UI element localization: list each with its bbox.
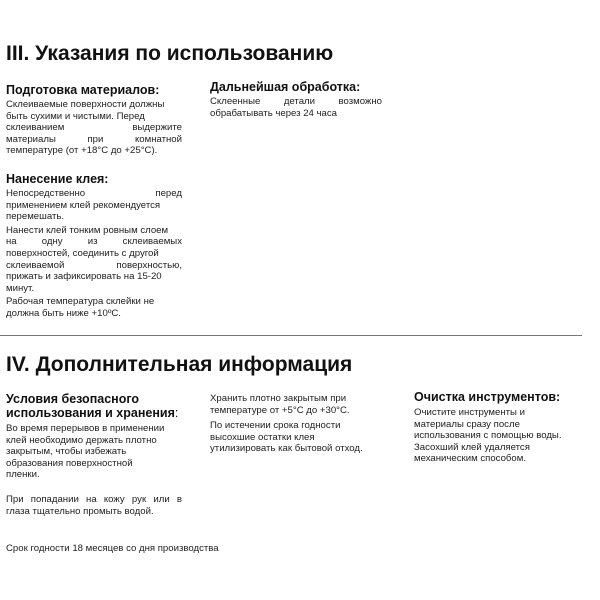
apply-heading: Нанесение клея: (6, 172, 109, 186)
text-line: на одну из склеиваемых (6, 236, 182, 248)
text-line: температуре (от +18°С до +25°С). (6, 145, 158, 157)
text-line: Во время перерывов в применении (6, 423, 165, 434)
prep-block (6, 83, 182, 157)
text-line: При попадании на кожу рук или в (6, 493, 182, 505)
shelf-life: Срок годности 18 месяцев со дня производства (6, 543, 219, 554)
safety-block (6, 392, 182, 517)
text-line: По истечении срока годности (210, 420, 341, 432)
prep-text (6, 99, 182, 157)
further-text (210, 96, 382, 119)
text-line: Хранить плотно закрытым при (210, 393, 347, 404)
text-line: Засохший клей удаляется (414, 441, 530, 453)
text-line: Склеенные детали возможно (210, 96, 382, 107)
safety-heading: Условия безопасного использования и хранения: (6, 392, 179, 420)
section-divider (0, 335, 582, 336)
cleaning-block (414, 390, 594, 465)
prep-heading: Подготовка материалов: (6, 83, 160, 97)
text-line: Непосредственно перед (6, 188, 182, 199)
text-line: утилизировать как бытовой отход. (210, 443, 363, 455)
safety-para-1 (6, 423, 182, 481)
storage-block (210, 393, 390, 455)
text-line: Склеиваемые поверхности должны (6, 99, 165, 110)
text-line: обрабатывать через 24 часа (210, 107, 338, 119)
text-line: Очистите инструменты и (414, 407, 525, 418)
storage-para-2 (210, 420, 390, 455)
text-line: температуре от +5°С до +30°С. (210, 404, 350, 416)
apply-para-2 (6, 225, 182, 295)
text-line: высохшие остатки клея (210, 431, 315, 443)
cleaning-heading: Очистка инструментов: (414, 390, 561, 404)
text-line: должна быть ниже +10ºС. (6, 307, 121, 319)
further-block (210, 80, 382, 119)
storage-para-1 (210, 393, 390, 416)
text-line: склеиваемой поверхностью, (6, 259, 182, 271)
section-4-title: IV. Дополнительная информация (6, 353, 353, 376)
text-line: склеиванием выдержите (6, 122, 182, 134)
text-line: закрытым, чтобы избежать (6, 446, 127, 458)
apply-block (6, 172, 182, 320)
text-line: глаза тщательно промыть водой. (6, 505, 154, 517)
apply-para-3 (6, 296, 182, 319)
text-line: Рабочая температура склейки не (6, 296, 155, 308)
text-line: использования с помощью воды. (414, 430, 562, 442)
text-line: клей необходимо держать плотно (6, 434, 157, 446)
cleaning-text (414, 407, 594, 465)
text-line: пленки. (6, 469, 40, 481)
text-line: минут. (6, 282, 35, 294)
text-line: образования поверхностной (6, 457, 133, 469)
text-line: применением клей рекомендуется (6, 199, 161, 211)
further-heading: Дальнейшая обработка: (210, 80, 361, 94)
apply-para-1 (6, 188, 182, 223)
text-line: быть сухими и чистыми. Перед (6, 110, 145, 122)
section-3-title: III. Указания по использованию (6, 42, 334, 65)
text-line: Нанести клей тонким ровным слоем (6, 224, 169, 236)
text-line: прижать и зафиксировать на 15-20 (6, 271, 162, 283)
text-line: поверхностей, соединить с другой (6, 247, 159, 259)
text-line: перемешать. (6, 211, 65, 223)
safety-para-2 (6, 494, 182, 517)
text-line: материалы сразу после (414, 418, 520, 430)
text-line: материалы при комнатной (6, 133, 182, 145)
text-line: механическим способом. (414, 453, 527, 465)
